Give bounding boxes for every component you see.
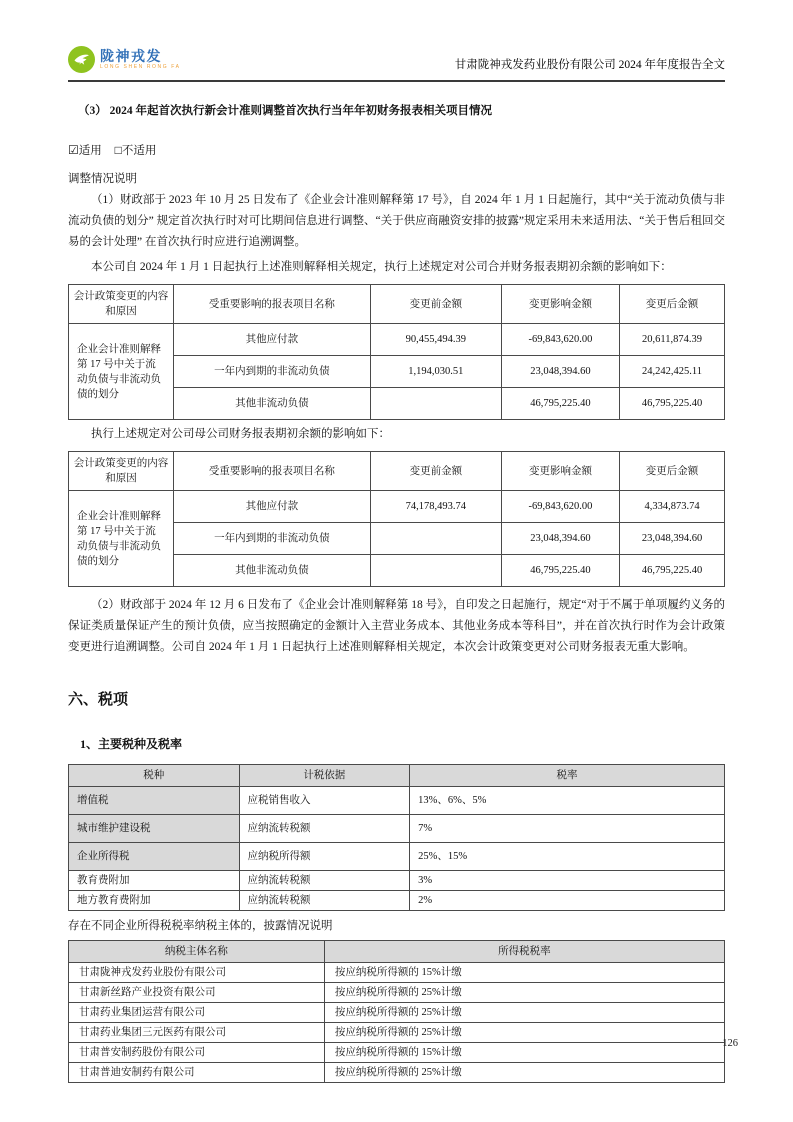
- item-cell: 其他非流动负债: [173, 555, 370, 587]
- tax-rate-cell: 13%、6%、5%: [410, 787, 725, 815]
- table-row: [69, 983, 725, 1003]
- table-row: [69, 1043, 725, 1063]
- col-header-before: 变更前金额: [370, 285, 501, 324]
- col-header-reason: 会计政策变更的内容和原因: [69, 452, 174, 491]
- paragraph-interpretation-18: （2）财政部于 2024 年 12 月 6 日发布了《企业会计准则解释第 18 号》，自印发之日起施行，规定“对于不属于单项履约义务的保证类质量保证产生的预计负债，应当按照确定的金额计入主营业务成本、其他业务成本等科目”，并在首次执行时作为会计政策变更进行追溯调整。公司自 2024 年 1 月 1 日起执行上述准则解释相关规定，本次会计政策变更对公司财务报表无重大影响。: [68, 599, 725, 653]
- table-row: [69, 843, 725, 871]
- table-row: [69, 963, 725, 983]
- tax-rate-cell: 7%: [410, 815, 725, 843]
- entity-name-cell: 甘肃药业集团三元医药有限公司: [69, 1023, 325, 1043]
- entity-name-cell: 甘肃陇神戎发药业股份有限公司: [69, 963, 325, 983]
- col-header-item: 受重要影响的报表项目名称: [173, 452, 370, 491]
- applicability-line: [68, 142, 725, 158]
- tax-type-cell: 城市维护建设税: [69, 815, 240, 843]
- amount-after-cell: 46,795,225.40: [620, 555, 725, 587]
- taxpayer-entity-table: [68, 940, 725, 1083]
- col-header-entity-name: 纳税主体名称: [69, 941, 325, 963]
- paragraph-consolidated-intro: 本公司自 2024 年 1 月 1 日起执行上述准则解释相关规定，执行上述规定对公司合并财务报表期初余额的影响如下：: [91, 261, 672, 273]
- paragraph-interpretation-17: （1）财政部于 2023 年 10 月 25 日发布了《企业会计准则解释第 17 号》，自 2024 年 1 月 1 日起施行，其中“关于流动负债与非流动负债的划分” 规定首次执行时对可比期间信息进行调整、“关于供应商融资安排的披露”规定采用未来适用法、“关于售后租回交易的会计处理” 在首次执行时应进行追溯调整。: [68, 194, 725, 248]
- entity-rate-cell: 按应纳税所得额的 15%计缴: [324, 1043, 724, 1063]
- unchecked-checkbox-icon: □: [114, 143, 122, 157]
- checked-checkbox-icon: ☑: [68, 143, 79, 157]
- col-header-after: 变更后金额: [620, 285, 725, 324]
- entity-rate-cell: 按应纳税所得额的 25%计缴: [324, 1063, 724, 1083]
- entity-rate-cell: 按应纳税所得额的 25%计缴: [324, 1003, 724, 1023]
- col-header-tax-type: 税种: [69, 765, 240, 787]
- tax-rate-cell: 2%: [410, 891, 725, 911]
- applicable-label: 适用: [78, 145, 102, 157]
- amount-impact-cell: -69,843,620.00: [501, 491, 619, 523]
- col-header-after: 变更后金额: [620, 452, 725, 491]
- amount-after-cell: 4,334,873.74: [620, 491, 725, 523]
- entity-rate-cell: 按应纳税所得额的 25%计缴: [324, 1023, 724, 1043]
- col-header-reason: 会计政策变更的内容和原因: [69, 285, 174, 324]
- amount-before-cell: [370, 388, 501, 420]
- entity-rate-cell: 按应纳税所得额的 15%计缴: [324, 963, 724, 983]
- tax-basis-cell: 应纳流转税额: [239, 815, 410, 843]
- item-cell: 其他应付款: [173, 491, 370, 523]
- table-row: [69, 891, 725, 911]
- tax-rate-cell: 25%、15%: [410, 843, 725, 871]
- applicable-option: [68, 145, 102, 157]
- amount-before-cell: 1,194,030.51: [370, 356, 501, 388]
- section3-heading: （3） 2024 年起首次执行新会计准则调整首次执行当年年初财务报表相关项目情况: [78, 105, 492, 117]
- col-header-income-tax-rate: 所得税税率: [324, 941, 724, 963]
- amount-impact-cell: 23,048,394.60: [501, 523, 619, 555]
- logo-brand-cn: 陇神戎发: [100, 48, 162, 64]
- table-header-row: [69, 941, 725, 963]
- logo-bird-icon: [68, 46, 95, 73]
- tax-basis-cell: 应纳流转税额: [239, 871, 410, 891]
- amount-after-cell: 20,611,874.39: [620, 324, 725, 356]
- section6-subheading: 1、主要税种及税率: [80, 737, 183, 751]
- change-reason-cell: 企业会计准则解释第 17 号中关于流动负债与非流动负债的划分: [69, 491, 174, 587]
- document-title: 甘肃陇神戎发药业股份有限公司 2024 年年度报告全文: [454, 59, 725, 71]
- amount-before-cell: 74,178,493.74: [370, 491, 501, 523]
- tax-rate-table: [68, 764, 725, 911]
- col-header-tax-rate: 税率: [410, 765, 725, 787]
- col-header-item: 受重要影响的报表项目名称: [173, 285, 370, 324]
- page-number: 126: [722, 1038, 738, 1049]
- table-row: [69, 1063, 725, 1083]
- entity-disclosure-note: 存在不同企业所得税税率纳税主体的，披露情况说明: [68, 920, 333, 932]
- tax-basis-cell: 应纳流转税额: [239, 891, 410, 911]
- tax-type-cell: 地方教育费附加: [69, 891, 240, 911]
- entity-name-cell: 甘肃药业集团运营有限公司: [69, 1003, 325, 1023]
- not-applicable-option: [115, 145, 157, 157]
- table-row: [69, 1003, 725, 1023]
- parent-impact-table: [68, 451, 725, 587]
- amount-impact-cell: 46,795,225.40: [501, 555, 619, 587]
- logo-brand-en: LONG SHEN RONG FA: [100, 64, 181, 70]
- amount-after-cell: 46,795,225.40: [620, 388, 725, 420]
- amount-after-cell: 23,048,394.60: [620, 523, 725, 555]
- paragraph-parent-intro: 执行上述规定对公司母公司财务报表期初余额的影响如下：: [91, 428, 390, 440]
- table-row: [69, 324, 725, 356]
- adjustment-note-title: 调整情况说明: [68, 173, 137, 185]
- entity-name-cell: 甘肃普迪安制药有限公司: [69, 1063, 325, 1083]
- entity-name-cell: 甘肃普安制药股份有限公司: [69, 1043, 325, 1063]
- table-row: [69, 815, 725, 843]
- table-header-row: [69, 452, 725, 491]
- table-row: [69, 491, 725, 523]
- amount-impact-cell: 23,048,394.60: [501, 356, 619, 388]
- col-header-before: 变更前金额: [370, 452, 501, 491]
- tax-rate-cell: 3%: [410, 871, 725, 891]
- amount-impact-cell: -69,843,620.00: [501, 324, 619, 356]
- tax-basis-cell: 应纳税所得额: [239, 843, 410, 871]
- item-cell: 一年内到期的非流动负债: [173, 523, 370, 555]
- amount-before-cell: 90,455,494.39: [370, 324, 501, 356]
- not-applicable-label: 不适用: [121, 145, 157, 157]
- section6-heading: 六、税项: [68, 692, 129, 708]
- table-row: [69, 871, 725, 891]
- table-header-row: [69, 285, 725, 324]
- change-reason-cell: 企业会计准则解释第 17 号中关于流动负债与非流动负债的划分: [69, 324, 174, 420]
- col-header-tax-basis: 计税依据: [239, 765, 410, 787]
- amount-before-cell: [370, 523, 501, 555]
- consolidated-impact-table: [68, 284, 725, 420]
- item-cell: 一年内到期的非流动负债: [173, 356, 370, 388]
- tax-basis-cell: 应税销售收入: [239, 787, 410, 815]
- table-row: [69, 787, 725, 815]
- tax-type-cell: 教育费附加: [69, 871, 240, 891]
- tax-type-cell: 企业所得税: [69, 843, 240, 871]
- entity-name-cell: 甘肃新丝路产业投资有限公司: [69, 983, 325, 1003]
- amount-before-cell: [370, 555, 501, 587]
- tax-type-cell: 增值税: [69, 787, 240, 815]
- item-cell: 其他应付款: [173, 324, 370, 356]
- company-logo: [68, 46, 181, 73]
- entity-rate-cell: 按应纳税所得额的 25%计缴: [324, 983, 724, 1003]
- table-row: [69, 1023, 725, 1043]
- col-header-impact: 变更影响金额: [501, 285, 619, 324]
- logo-wordmark: [100, 49, 181, 70]
- table-header-row: [69, 765, 725, 787]
- col-header-impact: 变更影响金额: [501, 452, 619, 491]
- item-cell: 其他非流动负债: [173, 388, 370, 420]
- amount-after-cell: 24,242,425.11: [620, 356, 725, 388]
- amount-impact-cell: 46,795,225.40: [501, 388, 619, 420]
- page-header: [68, 46, 725, 82]
